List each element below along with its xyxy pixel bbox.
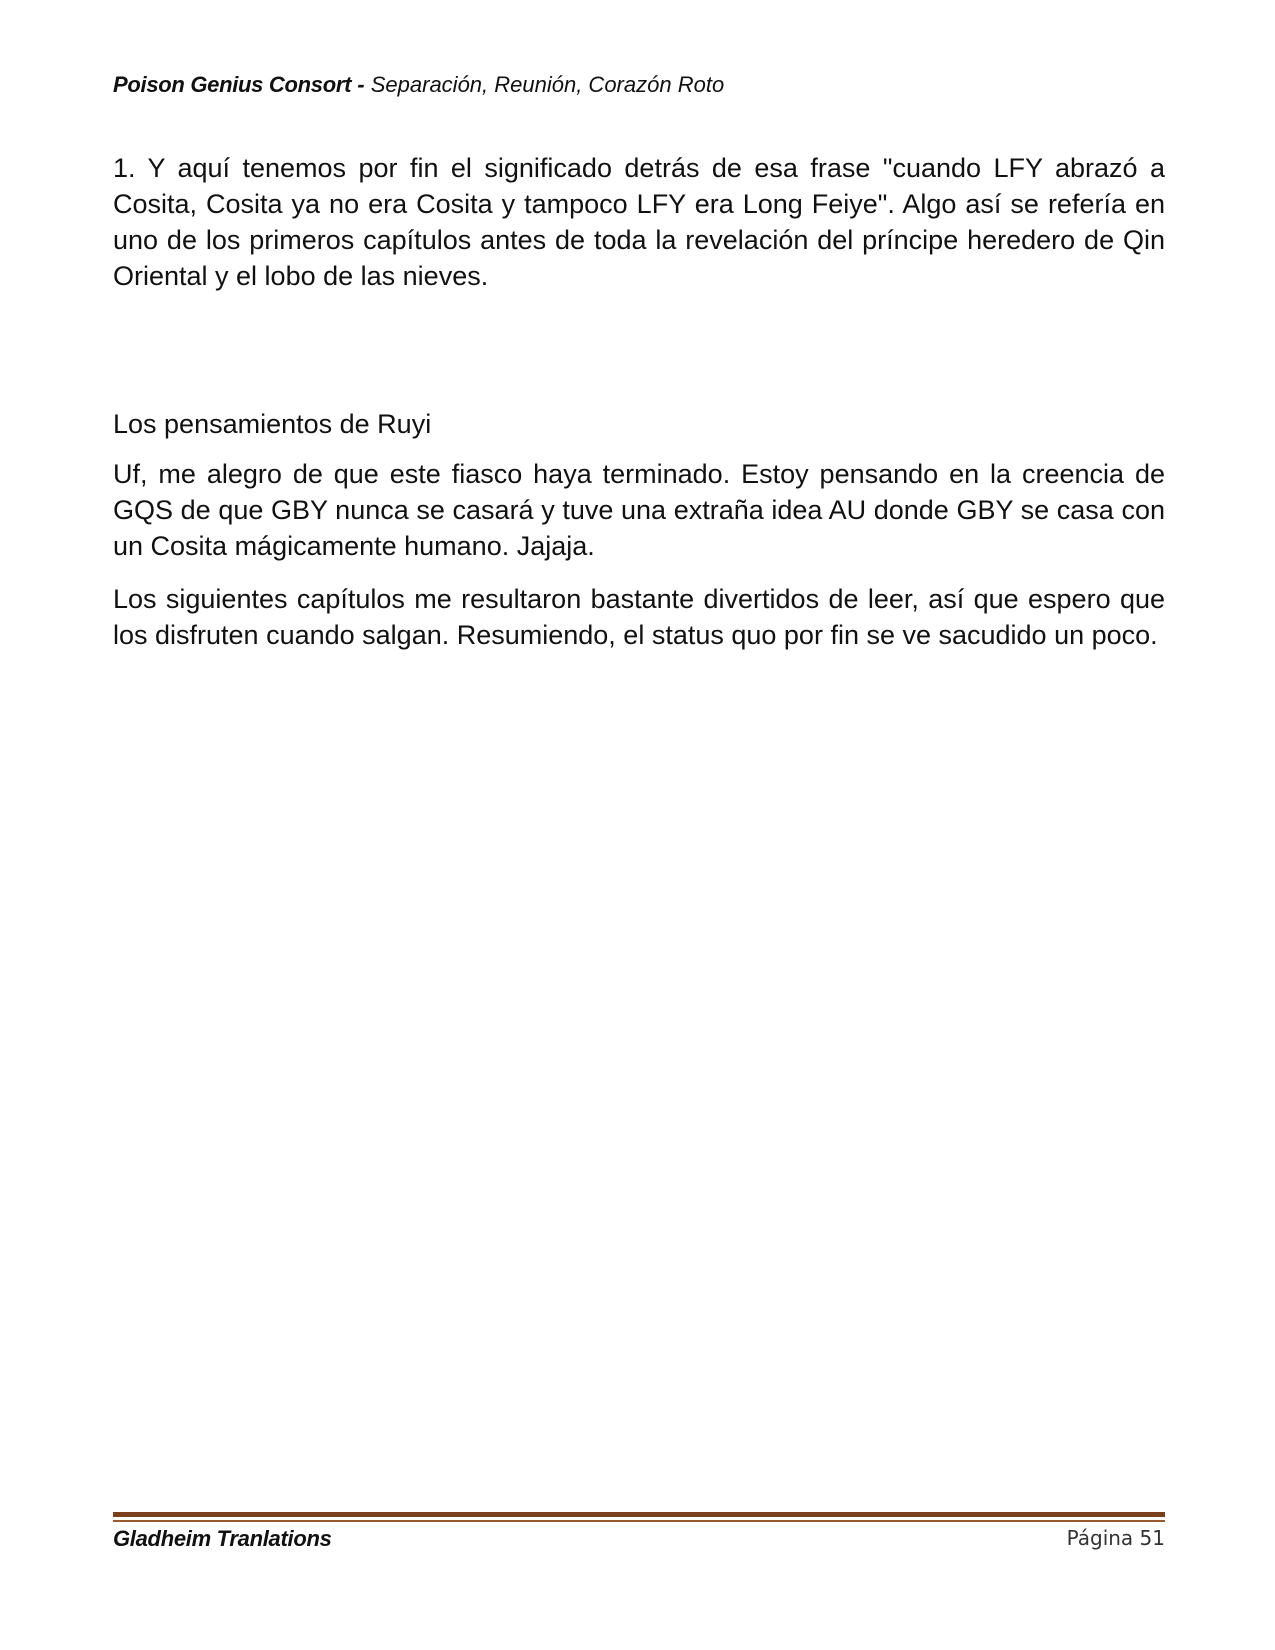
- footer-rule: [113, 1512, 1165, 1517]
- footer-credit: Gladheim Tranlations: [113, 1526, 332, 1551]
- section-heading: Los pensamientos de Ruyi: [113, 409, 432, 439]
- translator-note: 1. Y aquí tenemos por fin el significado detrás de esa frase "cuando LFY abrazó a Cosita, Cosita ya no era Cosita y tampoco LFY era Long Feiye". Algo así se refería en uno de los primeros capítulos antes de toda la revelación del príncipe heredero de Qin Oriental y el lobo de las nieves.: [113, 153, 1165, 291]
- header-separator: -: [351, 72, 371, 97]
- header-series-title: Poison Genius Consort: [113, 72, 352, 97]
- page-number: Página 51: [1066, 1526, 1165, 1550]
- page-content: [113, 150, 1165, 670]
- page-header: [113, 72, 724, 98]
- footer-rule-thin: [113, 1520, 1165, 1522]
- body-paragraph: Uf, me alegro de que este fiasco haya terminado. Estoy pensando en la creencia de GQS de que GBY nunca se casará y tuve una extraña idea AU donde GBY se casa con un Cosita mágicamente humano. Jajaja.: [113, 459, 1165, 561]
- header-chapter-title: Separación, Reunión, Corazón Roto: [370, 72, 725, 97]
- body-paragraph: Los siguientes capítulos me resultaron bastante divertidos de leer, así que espero que los disfruten cuando salgan. Resumiendo, el status quo por fin se ve sacudido un poco.: [113, 584, 1165, 650]
